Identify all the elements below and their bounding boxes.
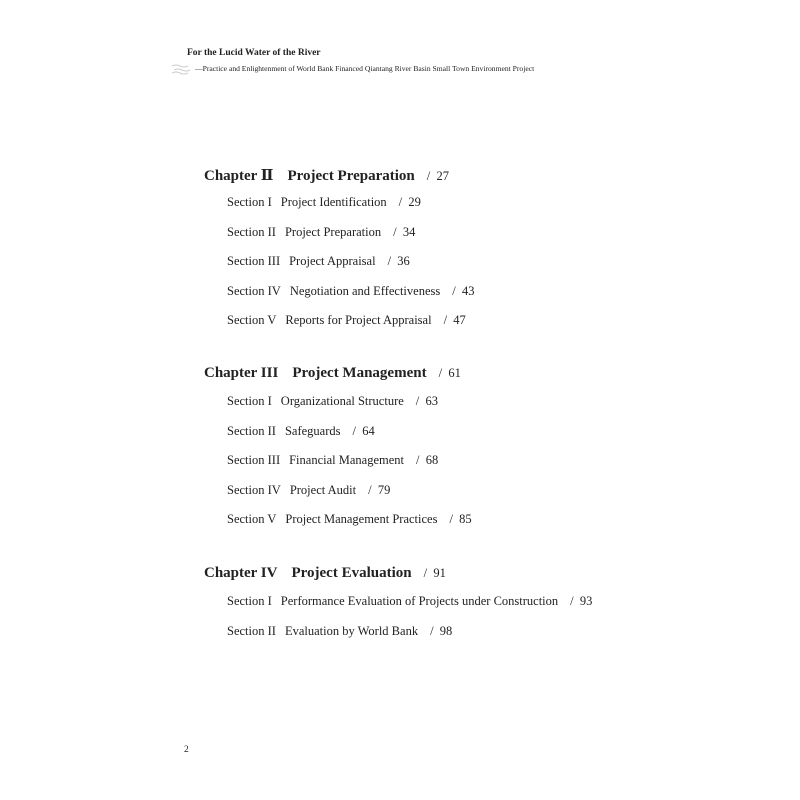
section-entry[interactable] bbox=[227, 313, 466, 328]
section-page: / 47 bbox=[443, 313, 466, 327]
section-title: Organizational Structure bbox=[280, 394, 404, 408]
section-title: Performance Evaluation of Projects under Construction bbox=[280, 594, 559, 608]
section-page: / 64 bbox=[352, 423, 375, 438]
section-entry[interactable] bbox=[227, 624, 452, 639]
chapter-entry[interactable] bbox=[204, 565, 446, 582]
chapter-title: Project Evaluation bbox=[291, 565, 412, 581]
book-subtitle: —Practice and Enlightenment of World Bank Financed Qiantang River Basin Small Town Environment Project bbox=[195, 64, 535, 73]
section-label: Section I bbox=[227, 594, 272, 608]
section-title: Project Management Practices bbox=[285, 512, 438, 526]
section-title: Reports for Project Appraisal bbox=[285, 313, 432, 327]
chapter-title: Project Management bbox=[292, 365, 427, 381]
chapter-label: Chapter Ⅱ bbox=[204, 168, 274, 184]
chapter-page: / 27 bbox=[426, 169, 450, 183]
section-page: / 79 bbox=[368, 482, 391, 497]
section-page: / 93 bbox=[570, 594, 593, 608]
section-title: Safeguards bbox=[284, 423, 341, 438]
chapter-label: Chapter III bbox=[204, 365, 279, 381]
section-entry[interactable] bbox=[227, 453, 438, 468]
section-label: Section V bbox=[227, 313, 277, 327]
section-title: Project Audit bbox=[289, 482, 357, 497]
book-title: For the Lucid Water of the River bbox=[187, 48, 321, 58]
section-entry[interactable] bbox=[227, 254, 410, 269]
section-title: Project Preparation bbox=[284, 224, 382, 239]
chapter-title: Project Preparation bbox=[287, 168, 415, 184]
page-number: 2 bbox=[184, 745, 189, 755]
chapter-page: / 61 bbox=[438, 366, 461, 380]
section-label: Section I bbox=[227, 394, 272, 408]
section-title: Project Identification bbox=[280, 195, 387, 209]
chapter-entry[interactable] bbox=[204, 365, 461, 382]
section-title: Evaluation by World Bank bbox=[284, 623, 419, 638]
section-page: / 43 bbox=[452, 283, 475, 298]
section-entry[interactable] bbox=[227, 394, 438, 409]
section-entry[interactable] bbox=[227, 594, 592, 609]
section-entry[interactable] bbox=[227, 284, 474, 299]
section-label: Section III bbox=[227, 453, 281, 467]
section-entry[interactable] bbox=[227, 195, 421, 210]
wave-ornament-icon bbox=[171, 63, 191, 75]
chapter-label: Chapter IV bbox=[204, 565, 278, 581]
section-page: / 29 bbox=[398, 195, 421, 209]
section-title: Project Appraisal bbox=[289, 254, 376, 268]
section-title: Negotiation and Effectiveness bbox=[289, 283, 441, 298]
section-title: Financial Management bbox=[289, 453, 405, 467]
section-page: / 98 bbox=[430, 623, 453, 638]
section-page: / 36 bbox=[387, 254, 410, 268]
section-label: Section II bbox=[227, 224, 276, 239]
chapter-entry[interactable] bbox=[204, 166, 449, 185]
section-page: / 63 bbox=[415, 394, 439, 408]
section-page: / 34 bbox=[393, 224, 416, 239]
section-label: Section V bbox=[227, 512, 277, 526]
section-entry[interactable] bbox=[227, 483, 390, 498]
chapter-page: / 91 bbox=[423, 566, 446, 580]
section-entry[interactable] bbox=[227, 225, 415, 240]
section-label: Section IV bbox=[227, 283, 281, 298]
section-label: Section III bbox=[227, 254, 281, 268]
section-page: / 68 bbox=[416, 453, 439, 467]
section-label: Section I bbox=[227, 195, 272, 209]
section-label: Section II bbox=[227, 623, 276, 638]
section-entry[interactable] bbox=[227, 424, 375, 439]
section-page: / 85 bbox=[449, 512, 472, 526]
section-label: Section II bbox=[227, 423, 276, 438]
section-label: Section IV bbox=[227, 482, 281, 497]
section-entry[interactable] bbox=[227, 512, 472, 527]
